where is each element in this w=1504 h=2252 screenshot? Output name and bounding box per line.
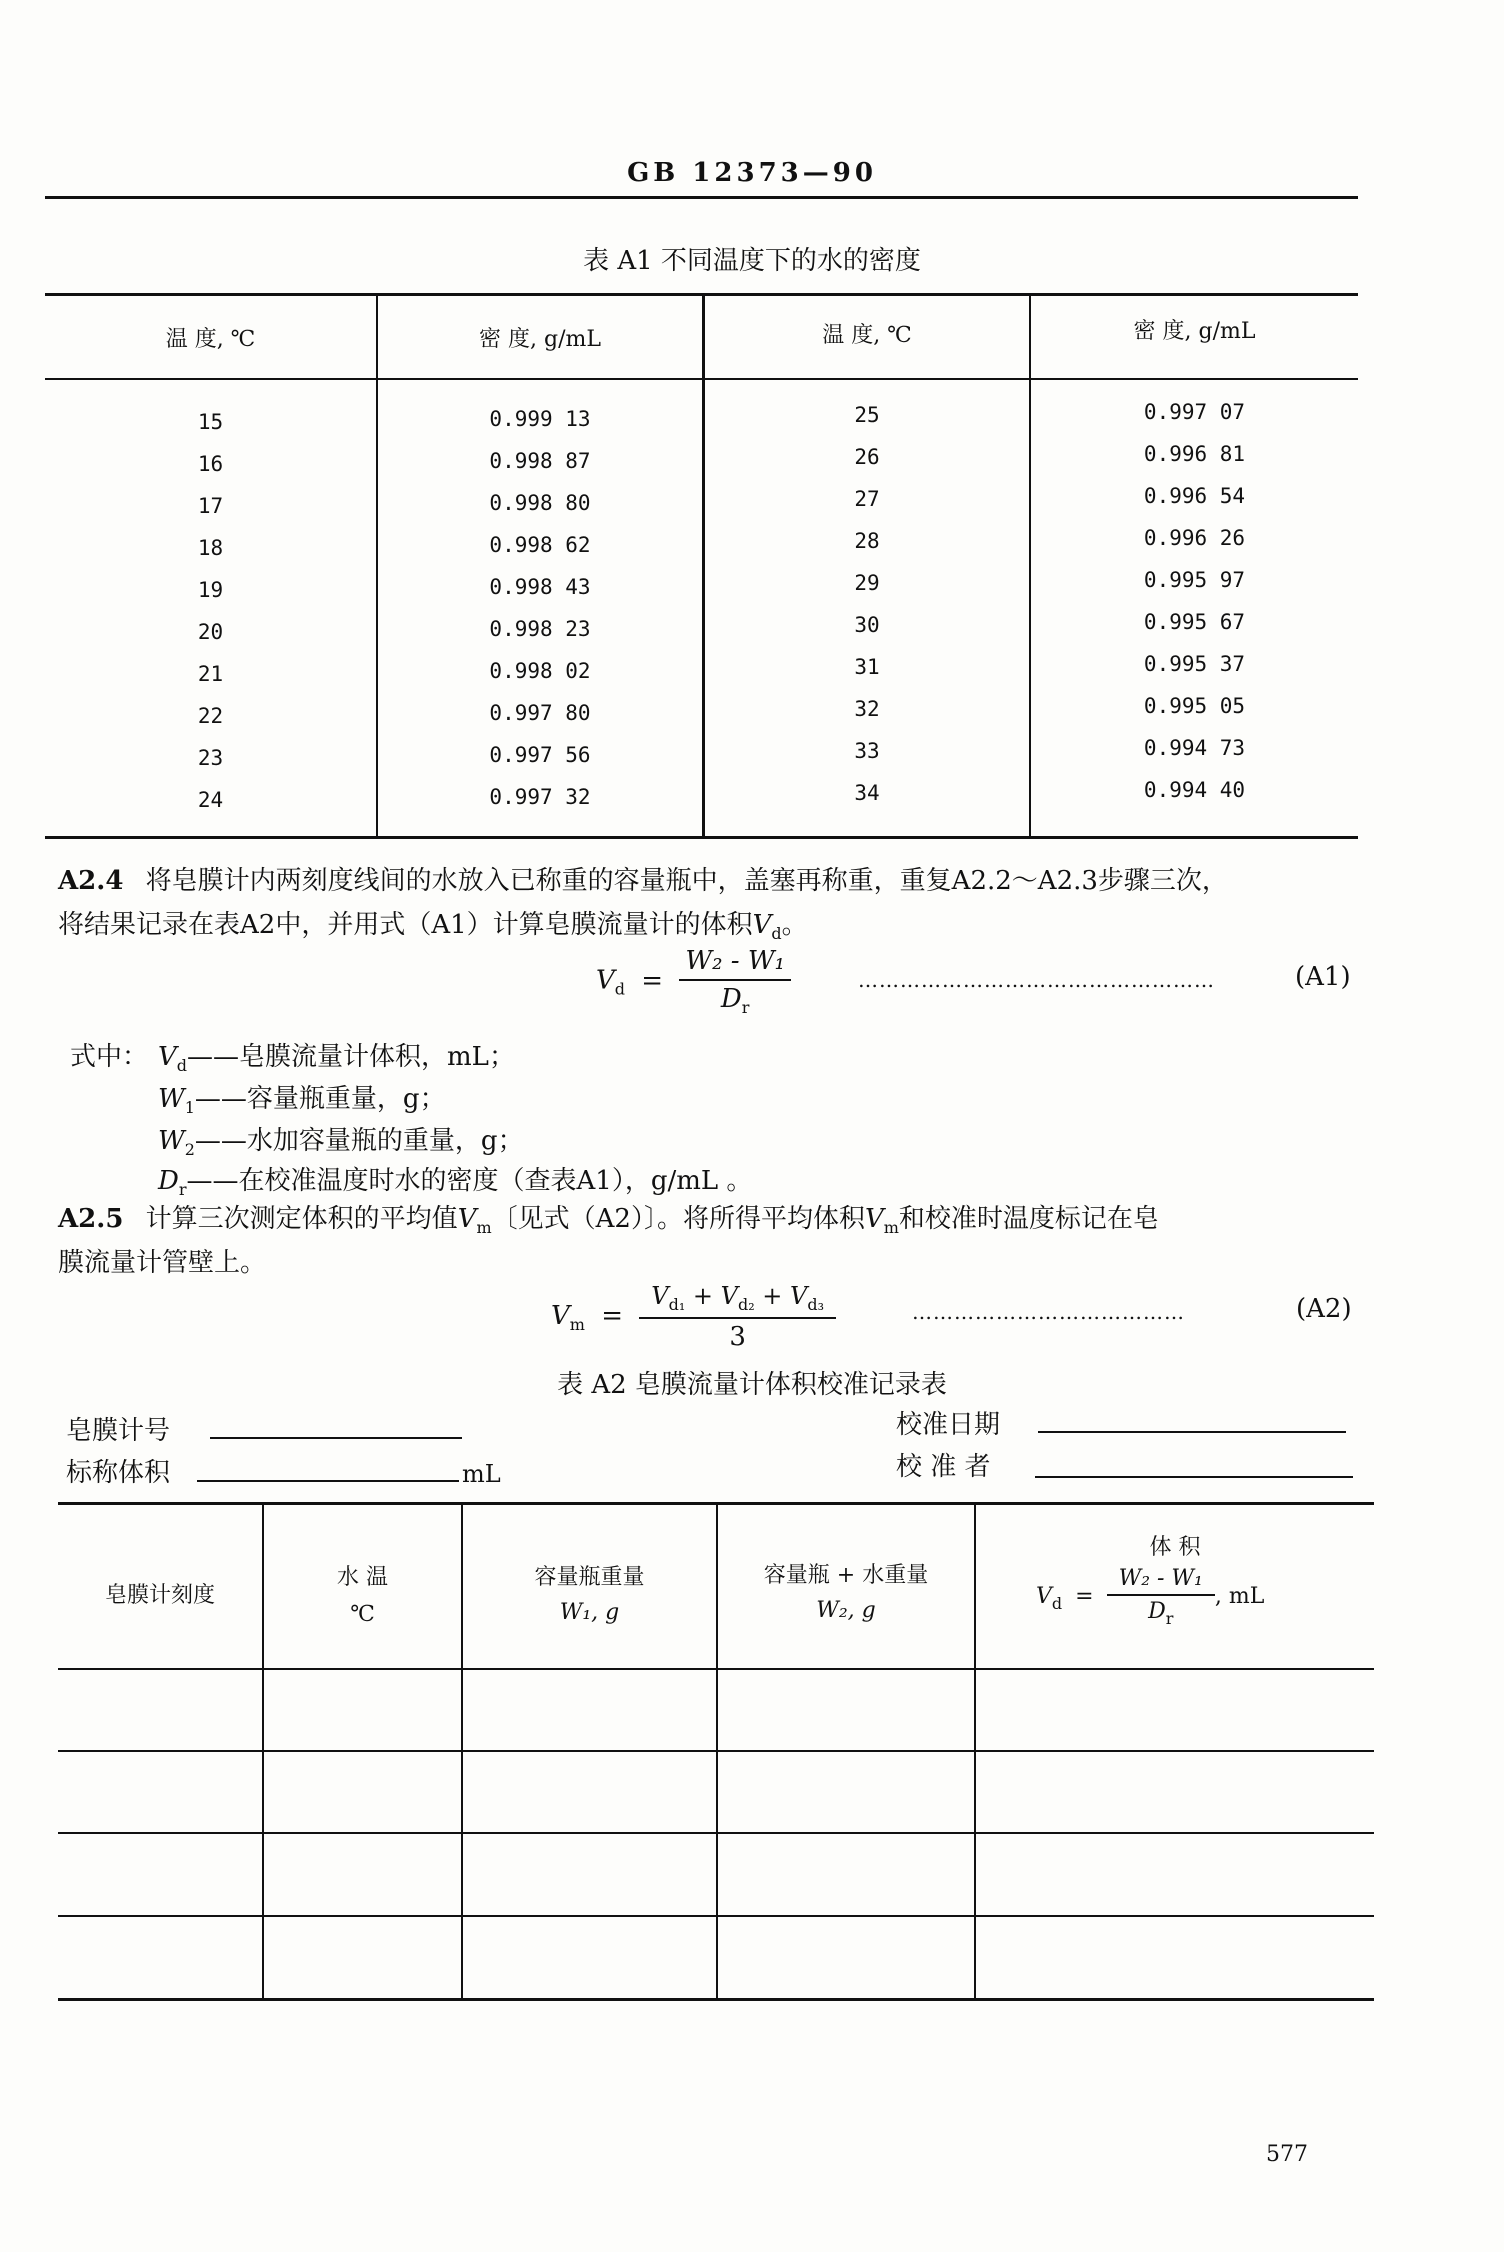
standard-number: GB 12373—90: [627, 158, 877, 188]
a24-label: A2.4: [58, 866, 124, 896]
leader-dots-a2: …………………………………: [912, 1300, 1185, 1324]
table-cell: 28: [854, 529, 880, 553]
table-cell: 0.999 13: [489, 407, 591, 431]
a1-left-temps: [45, 401, 376, 821]
def-w1: [158, 1078, 446, 1117]
a1-header-density-right: 密 度, g/mL: [1133, 319, 1256, 344]
table-cell: 22: [197, 704, 224, 728]
a2-col-volume-formula: [1036, 1566, 1264, 1628]
field-calibrator-label: 校 准 者: [896, 1452, 991, 1482]
formula-lhs-sub: d: [614, 979, 626, 999]
a2-col-water-temp: 水 温: [337, 1565, 388, 1590]
field-date-line[interactable]: [1038, 1431, 1346, 1433]
table-cell: 25: [854, 403, 880, 427]
var-sub: d: [771, 924, 782, 943]
a2-col-flask-water-weight-sym: W₂, g: [816, 1598, 876, 1623]
def-symbol: D: [158, 1166, 179, 1196]
formula-denominator: D: [1148, 1599, 1166, 1624]
table-cell: 0.997 07: [1143, 400, 1246, 424]
leader-dots-a1: ……………………………………………: [858, 968, 1215, 992]
equals-sign: =: [641, 965, 664, 996]
var-vm: V: [864, 1204, 884, 1234]
table-cell: 0.997 56: [489, 743, 591, 767]
formula-a2-tag: (A2): [1296, 1294, 1352, 1324]
a1-header-density-left: 密 度, g/mL: [479, 327, 601, 352]
formula-lhs: V: [551, 1301, 570, 1331]
equals-sign: =: [601, 1301, 624, 1331]
table-cell: 0.998 87: [489, 449, 591, 473]
formula-numerator: $V_{d_1} + V_{d_2} + V_{d_3}$: [639, 1282, 836, 1319]
var-vm: V: [457, 1204, 477, 1234]
formula-fraction: [639, 1282, 836, 1352]
a24-line2-text: 将结果记录在表A2中，并用式（A1）计算皂膜流量计的体积: [58, 910, 753, 940]
table-cell: 16: [197, 452, 224, 476]
formula-fraction: [679, 946, 791, 1017]
formula-a1: [596, 946, 791, 1017]
def-symbol: V: [158, 1042, 177, 1072]
a1-header-temp-right: 温 度, ℃: [822, 323, 912, 348]
table-a2-caption: 表 A2 皂膜流量计体积校准记录表: [557, 1370, 947, 1400]
table-cell: 0.998 80: [489, 491, 591, 515]
a24-line1: [58, 860, 1228, 897]
table-cell: 0.998 43: [489, 575, 591, 599]
table-cell: 0.997 32: [489, 785, 591, 809]
table-cell: 17: [197, 494, 224, 518]
a24-line2-end: 。: [781, 910, 808, 940]
header-rule: [45, 196, 1358, 199]
def-text: ——容量瓶重量，g；: [194, 1084, 446, 1114]
def-sub: 1: [184, 1098, 195, 1117]
a2-col-flask-weight-sym: W₁, g: [559, 1600, 620, 1625]
table-cell: 0.995 97: [1143, 568, 1246, 592]
def-text: ——水加容量瓶的重量，g；: [194, 1126, 524, 1156]
def-vd: [158, 1036, 515, 1075]
table-a1-caption: 表 A1 不同温度下的水的密度: [583, 246, 921, 276]
table-cell: 0.997 80: [489, 701, 591, 725]
var-sub: m: [883, 1218, 899, 1237]
var-v: V: [752, 910, 772, 940]
table-cell: 0.995 37: [1143, 652, 1246, 676]
table-cell: 15: [197, 410, 224, 434]
formula-fraction: [1107, 1566, 1215, 1628]
a2-col-flask-water-weight: 容量瓶 + 水重量: [763, 1563, 929, 1588]
table-cell: 0.994 73: [1143, 736, 1246, 760]
unit-ml: mL: [462, 1460, 501, 1488]
where-label: 式中：: [70, 1042, 149, 1072]
a2-col-water-temp-unit: ℃: [350, 1602, 375, 1627]
table-cell: 0.994 40: [1143, 778, 1246, 802]
table-cell: 0.995 67: [1143, 610, 1246, 634]
a25-line1: [58, 1198, 1159, 1237]
def-dr: [158, 1160, 752, 1199]
table-cell: 20: [197, 620, 224, 644]
equals-sign: =: [1075, 1584, 1094, 1609]
formula-den-sub: r: [741, 998, 750, 1017]
formula-lhs-sub: d: [1051, 1594, 1063, 1613]
table-cell: 0.996 54: [1143, 484, 1246, 508]
table-cell: 32: [854, 697, 880, 721]
def-symbol: W: [158, 1126, 185, 1156]
field-date-label: 校准日期: [896, 1410, 1001, 1440]
def-sub: r: [178, 1180, 187, 1199]
table-cell: 30: [854, 613, 880, 637]
table-cell: 18: [197, 536, 224, 560]
table-cell: 27: [854, 487, 880, 511]
formula-numerator: W₂ - W₁: [679, 946, 791, 981]
table-cell: 31: [854, 655, 880, 679]
table-cell: 19: [197, 578, 224, 602]
formula-a2: [551, 1282, 836, 1352]
field-nominal-volume-line[interactable]: [197, 1480, 459, 1482]
table-cell: 24: [197, 788, 224, 812]
table-cell: 0.998 23: [489, 617, 591, 641]
formula-denominator: 3: [729, 1322, 746, 1352]
formula-numerator: W₂ - W₁: [1107, 1566, 1215, 1596]
table-cell: 33: [854, 739, 880, 763]
formula-lhs-sub: m: [569, 1315, 585, 1334]
a2-col-volume: 体 积: [1149, 1535, 1201, 1560]
formula-den-sub: r: [1165, 1609, 1174, 1628]
a24-line2: [58, 904, 808, 943]
a25-text: 计算三次测定体积的平均值: [145, 1204, 458, 1234]
a2-col-flask-weight: 容量瓶重量: [534, 1565, 645, 1590]
a25-line2: 膜流量计管壁上。: [58, 1248, 267, 1278]
a1-right-densities: [1031, 391, 1358, 811]
table-cell: 29: [854, 571, 880, 595]
formula-lhs: V: [596, 965, 615, 996]
table-cell: 0.996 81: [1143, 442, 1246, 466]
def-sub: d: [176, 1056, 188, 1075]
table-cell: 34: [854, 781, 880, 805]
formula-denominator: D: [720, 984, 742, 1014]
table-cell: 0.998 62: [489, 533, 591, 557]
field-nominal-volume-label: 标称体积: [66, 1458, 171, 1488]
a24-text: 将皂膜计内两刻度线间的水放入已称重的容量瓶中，盖塞再称重，重复A2.2～A2.3步骤三次，: [145, 866, 1228, 896]
page-number: 577: [1266, 2142, 1308, 2167]
a2-col-scale: 皂膜计刻度: [104, 1583, 215, 1608]
a25-label: A2.5: [58, 1204, 124, 1234]
table-cell: 21: [197, 662, 224, 686]
formula-a1-tag: (A1): [1295, 962, 1351, 992]
formula-unit: , mL: [1214, 1584, 1265, 1609]
def-w2: [158, 1120, 524, 1159]
field-calibrator-line[interactable]: [1035, 1476, 1353, 1478]
field-meter-no-label: 皂膜计号: [66, 1416, 171, 1446]
a1-header-temp-left: 温 度, ℃: [165, 327, 256, 352]
a1-left-densities: [378, 398, 702, 818]
table-cell: 26: [854, 445, 880, 469]
def-text: ——在校准温度时水的密度（查表A1），g/mL 。: [186, 1166, 753, 1196]
formula-lhs: V: [1036, 1584, 1052, 1609]
def-sub: 2: [184, 1140, 195, 1159]
a1-right-temps: [705, 394, 1029, 814]
table-cell: 0.995 05: [1143, 694, 1246, 718]
field-meter-no-line[interactable]: [210, 1437, 462, 1439]
def-symbol: W: [158, 1084, 185, 1114]
def-text: ——皂膜流量计体积，mL；: [187, 1042, 515, 1072]
table-cell: 23: [197, 746, 224, 770]
table-cell: 0.998 02: [489, 659, 591, 683]
var-sub: m: [476, 1218, 492, 1237]
table-cell: 0.996 26: [1143, 526, 1246, 550]
a25-text-end: 和校准时温度标记在皂: [898, 1204, 1159, 1234]
a25-text-mid: 〔见式（A2）〕。将所得平均体积: [491, 1204, 865, 1234]
